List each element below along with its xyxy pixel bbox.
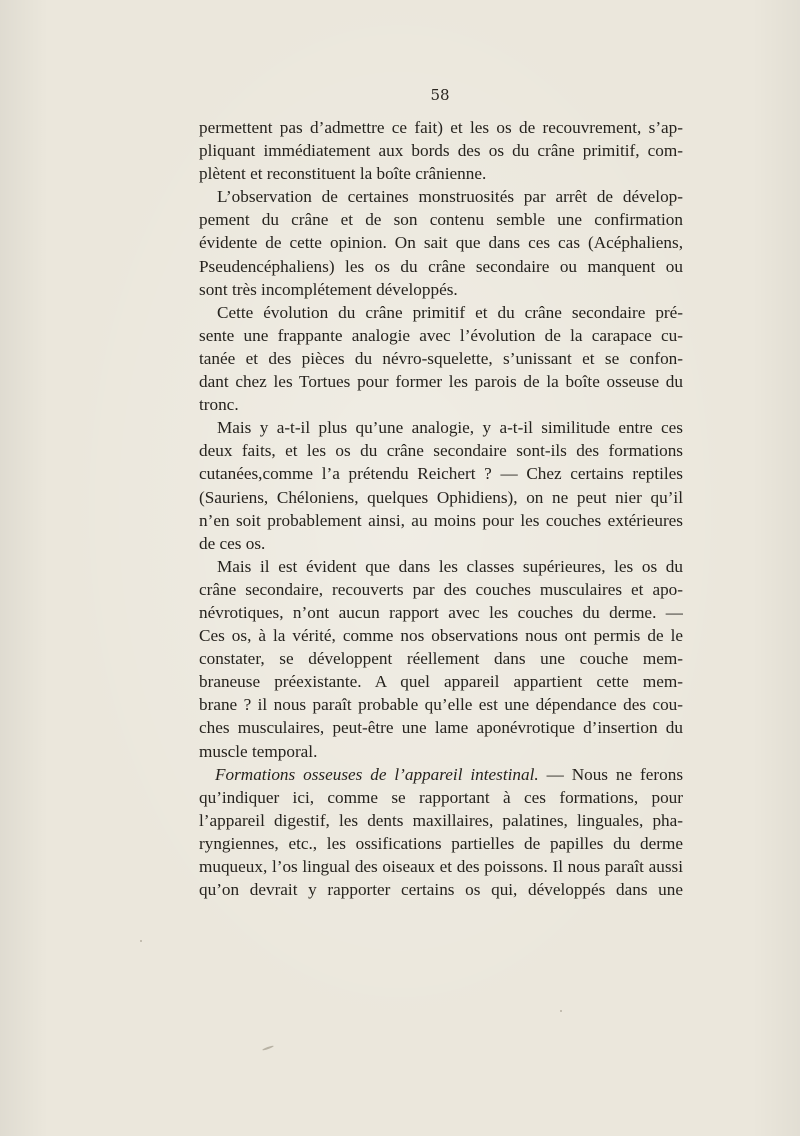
text-line: crâne secondaire, recouverts par des couches musculaires et apo- bbox=[199, 579, 683, 599]
page-number: 58 bbox=[430, 86, 450, 104]
text-line: ches musculaires, peut-être une lame aponévrotique d’insertion du bbox=[199, 718, 683, 738]
text-line: deux faits, et les os du crâne secondaire sont-ils des formations bbox=[199, 441, 683, 461]
text-line: constater, se développent réellement dans une couche mem- bbox=[199, 649, 683, 669]
text-line: Mais il est évident que dans les classes supérieures, les os du bbox=[217, 556, 683, 576]
text-line: muqueux, l’os lingual des oiseaux et des poissons. Il nous paraît aussi bbox=[199, 857, 683, 876]
text-line: ryngiennes, etc., les ossifications partielles de papilles du derme bbox=[199, 833, 683, 853]
paragraph-lines bbox=[199, 116, 683, 763]
text-line: L’observation de certaines monstruosités par arrêt de dévelop- bbox=[217, 187, 683, 207]
section-lines bbox=[199, 786, 683, 901]
text-line: brane ? il nous paraît probable qu’elle est une dépendance des cou- bbox=[199, 695, 683, 715]
text-line: plètent et reconstituent la boîte crânienne. bbox=[199, 164, 487, 184]
text-line: dant chez les Tortues pour former les parois de la boîte osseuse du bbox=[199, 372, 683, 392]
text-line: sente une frappante analogie avec l’évolution de la carapace cu- bbox=[199, 325, 683, 345]
text-line: névrotiques, n’ont aucun rapport avec les couches du derme. — bbox=[199, 602, 683, 622]
paper-speck bbox=[560, 1010, 562, 1012]
text-line: évidente de cette opinion. On sait que dans ces cas (Acéphaliens, bbox=[199, 233, 683, 253]
text-line: tronc. bbox=[199, 395, 239, 415]
text-line: Cette évolution du crâne primitif et du crâne secondaire pré- bbox=[217, 302, 683, 322]
text-line: Mais y a-t-il plus qu’une analogie, y a-t-il similitude entre ces bbox=[217, 418, 683, 438]
section-heading-line bbox=[199, 763, 683, 786]
text-line: n’en soit probablement ainsi, au moins pour les couches extérieures bbox=[199, 510, 683, 530]
text-line: pement du crâne et de son contenu semble une confirmation bbox=[199, 210, 683, 230]
section-title: Formations osseuses de l’appareil intestinal. bbox=[215, 764, 539, 784]
text-line: Ces os, à la vérité, comme nos observations nous ont permis de le bbox=[199, 626, 683, 646]
text-line: sont très incomplétement développés. bbox=[199, 279, 458, 299]
text-line: de ces os. bbox=[199, 533, 266, 553]
text-line: tanée et des pièces du névro-squelette, s’unissant et se confon- bbox=[199, 348, 683, 368]
text-line: qu’on devrait y rapporter certains os qui, développés dans une bbox=[199, 880, 683, 900]
text-line: (Sauriens, Chéloniens, quelques Ophidiens), on ne peut nier qu’il bbox=[199, 487, 683, 507]
section-title-continuation: — Nous ne ferons bbox=[538, 764, 683, 784]
text-body bbox=[199, 116, 683, 901]
text-line: qu’indiquer ici, comme se rapportant à ces formations, pour bbox=[199, 787, 683, 807]
text-line: Pseudencéphaliens) les os du crâne secondaire ou manquent ou bbox=[199, 256, 683, 276]
text-line: muscle temporal. bbox=[199, 741, 318, 761]
text-line: cutanées,comme l’a prétendu Reichert ? — Chez certains reptiles bbox=[199, 464, 683, 484]
text-line: pliquant immédiatement aux bords des os du crâne primitif, com- bbox=[199, 141, 683, 161]
paper-speck bbox=[140, 940, 142, 942]
text-line: permettent pas d’admettre ce fait) et les os de recouvrement, s’ap- bbox=[199, 118, 683, 137]
paper-speck bbox=[262, 1045, 274, 1051]
text-line: l’appareil digestif, les dents maxillaires, palatines, linguales, pha- bbox=[199, 810, 683, 830]
text-line: braneuse préexistante. A quel appareil appartient cette mem- bbox=[199, 672, 683, 692]
